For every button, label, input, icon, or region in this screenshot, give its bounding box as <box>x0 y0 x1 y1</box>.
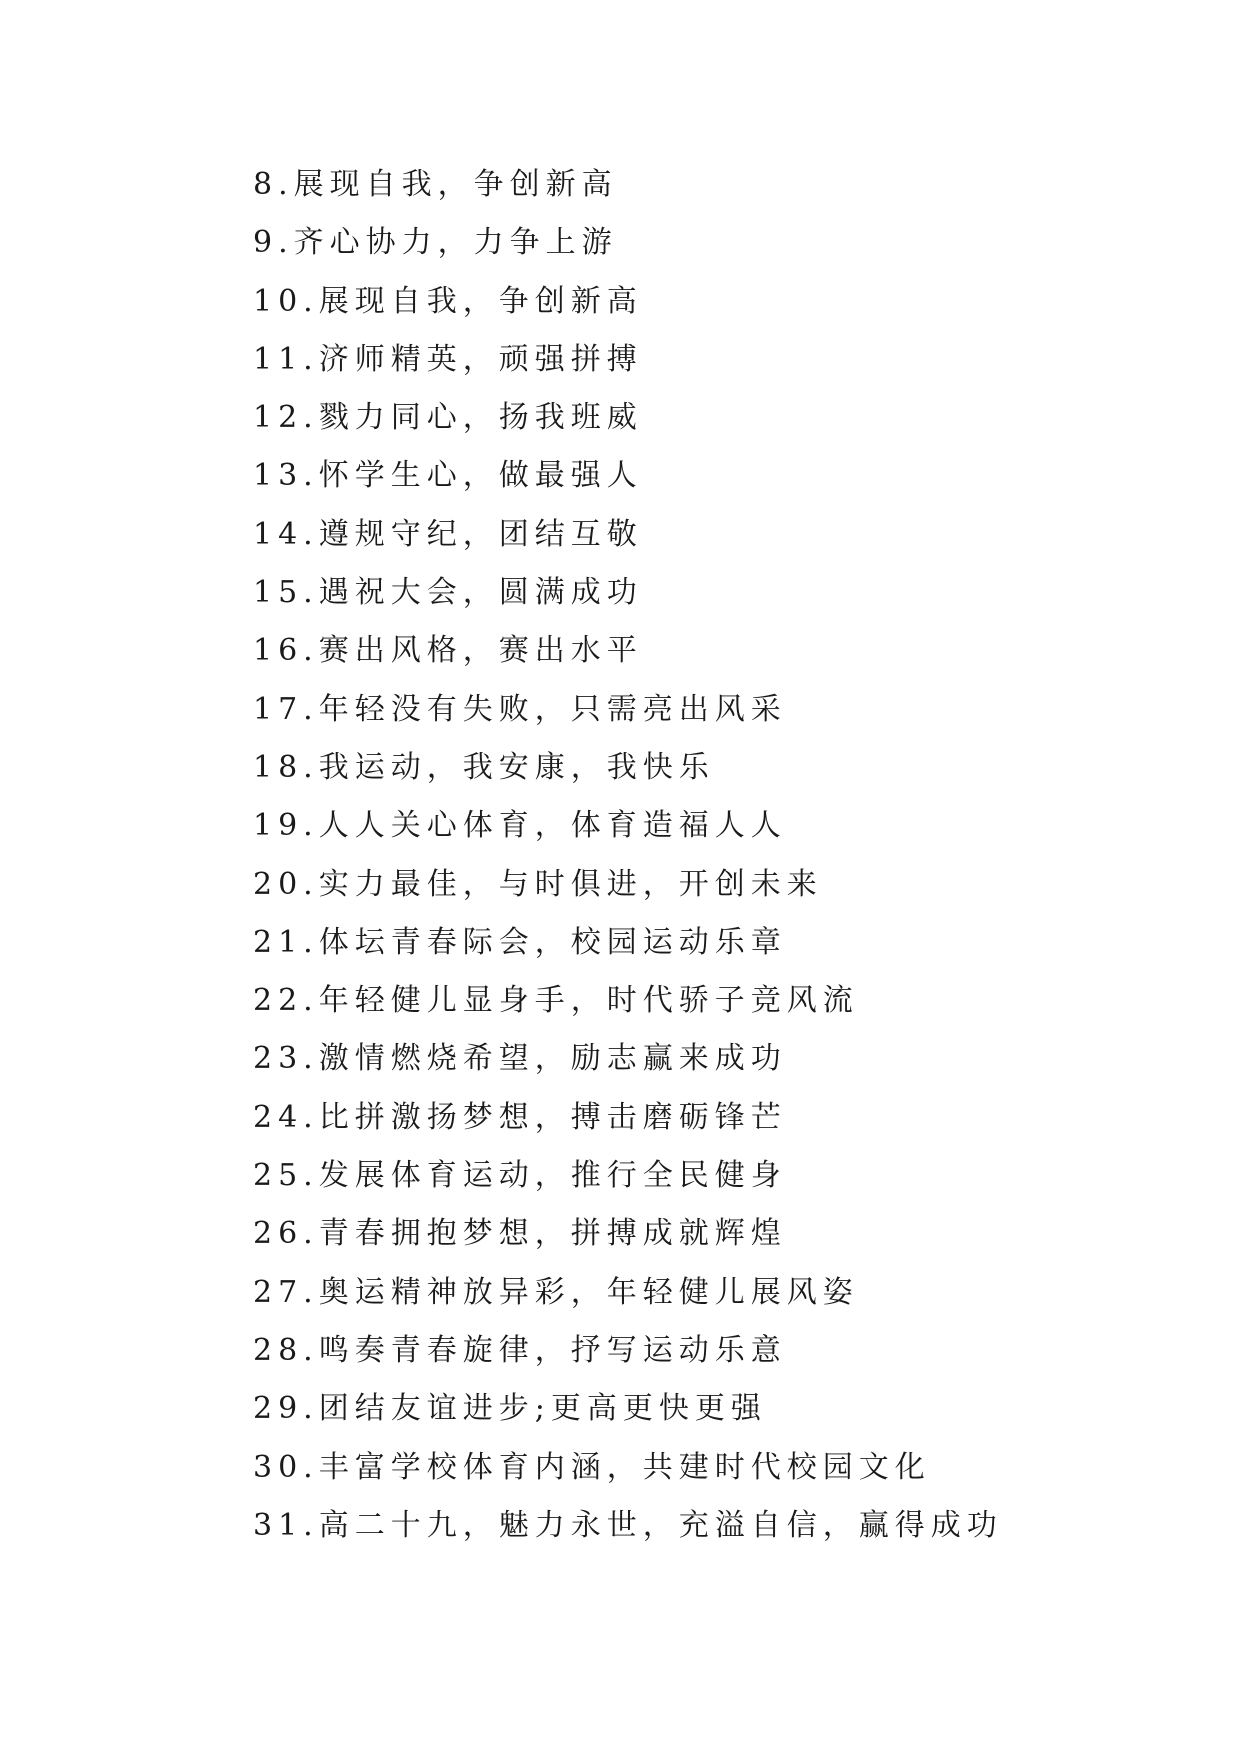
slogan-item: 16.赛出风格，赛出水平 <box>253 633 643 669</box>
slogan-item: 26.青春拥抱梦想，拼搏成就辉煌 <box>253 1216 787 1252</box>
slogan-item: 17.年轻没有失败，只需亮出风采 <box>253 691 787 727</box>
slogan-item: 11.济师精英，顽强拼搏 <box>253 341 643 377</box>
slogan-item: 30.丰富学校体育内涵，共建时代校园文化 <box>253 1449 931 1485</box>
slogan-item: 9.齐心协力，力争上游 <box>253 225 618 261</box>
slogan-item: 21.体坛青春际会，校园运动乐章 <box>253 924 787 960</box>
slogan-item: 22.年轻健儿显身手，时代骄子竞风流 <box>253 983 859 1019</box>
slogan-list <box>253 156 1003 1555</box>
slogan-item: 31.高二十九，魅力永世，充溢自信，赢得成功 <box>253 1507 1003 1543</box>
slogan-item: 24.比拼激扬梦想，搏击磨砺锋芒 <box>253 1099 787 1135</box>
slogan-item: 23.激情燃烧希望，励志赢来成功 <box>253 1041 787 1077</box>
slogan-item: 10.展现自我，争创新高 <box>253 283 643 319</box>
slogan-item: 15.遇祝大会，圆满成功 <box>253 575 643 611</box>
slogan-item: 20.实力最佳，与时俱进，开创未来 <box>253 866 823 902</box>
slogan-item: 28.鸣奏青春旋律，抒写运动乐意 <box>253 1332 787 1368</box>
slogan-item: 8.展现自我，争创新高 <box>253 167 618 202</box>
slogan-item: 13.怀学生心，做最强人 <box>253 458 643 494</box>
slogan-item: 29.团结友谊进步;更高更快更强 <box>253 1391 767 1427</box>
slogan-item: 12.戮力同心，扬我班威 <box>253 400 643 436</box>
slogan-item: 19.人人关心体育，体育造福人人 <box>253 808 787 844</box>
slogan-item: 18.我运动，我安康，我快乐 <box>253 749 715 785</box>
slogan-item: 27.奥运精神放异彩，年轻健儿展风姿 <box>253 1274 859 1310</box>
slogan-item: 14.遵规守纪，团结互敬 <box>253 516 643 552</box>
slogan-item: 25.发展体育运动，推行全民健身 <box>253 1158 787 1194</box>
